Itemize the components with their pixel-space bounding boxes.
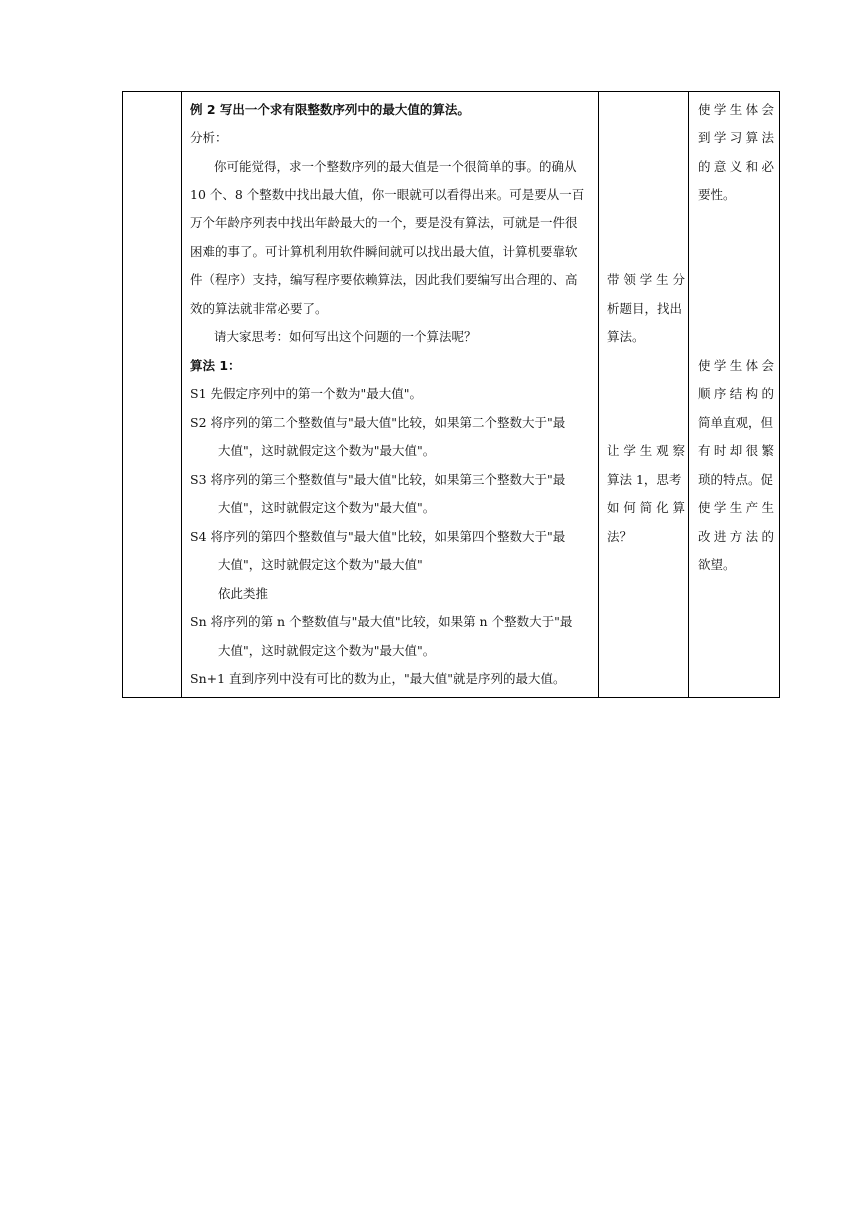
intent-note-line: 使 学 生 体 会 — [698, 358, 774, 373]
question-text: 请大家思考：如何写出这个问题的一个算法呢？ — [214, 329, 477, 344]
teacher-note-line: 法？ — [607, 529, 633, 544]
algorithm-title: 算法 1： — [190, 358, 241, 373]
table-divider — [688, 92, 689, 697]
step-s2: S2 将序列的第二个整数值与"最大值"比较，如果第二个整数大于"最 — [190, 415, 566, 430]
etc-text: 依此类推 — [218, 586, 269, 601]
step-s1: S1 先假定序列中的第一个数为"最大值"。 — [190, 386, 422, 401]
analysis-line: 万个年龄序列表中找出年龄最大的一个，要是没有算法，可就是一件很 — [190, 215, 578, 230]
intent-note-line: 使 学 生 产 生 — [698, 500, 774, 515]
teacher-note-line: 如 何 简 化 算 — [607, 500, 685, 515]
intent-note-line: 简单直观，但 — [698, 415, 774, 430]
step-s3-cont: 大值"，这时就假定这个数为"最大值"。 — [218, 500, 436, 515]
step-sn: Sn 将序列的第 n 个整数值与"最大值"比较，如果第 n 个整数大于"最 — [190, 614, 573, 629]
intent-note-line: 要性。 — [698, 187, 736, 202]
teacher-note-line: 算法。 — [607, 329, 645, 344]
intent-note-line: 使 学 生 体 会 — [698, 102, 774, 117]
intent-note-line: 顺 序 结 构 的 — [698, 386, 774, 401]
table-divider — [598, 92, 599, 697]
intent-note-line: 的 意 义 和 必 — [698, 159, 774, 174]
step-sn1: Sn+1 直到序列中没有可比的数为止，"最大值"就是序列的最大值。 — [190, 671, 566, 686]
teacher-note-line: 析题目，找出 — [607, 301, 683, 316]
intent-note-line: 到 学 习 算 法 — [698, 130, 774, 145]
analysis-line: 你可能觉得，求一个整数序列的最大值是一个很简单的事。的确从 — [214, 159, 577, 174]
teacher-note-line: 算法 1，思考 — [607, 472, 682, 487]
analysis-label: 分析： — [190, 130, 228, 145]
step-sn-cont: 大值"，这时就假定这个数为"最大值"。 — [218, 643, 436, 658]
step-s4-cont: 大值"，这时就假定这个数为"最大值" — [218, 557, 423, 572]
step-s2-cont: 大值"，这时就假定这个数为"最大值"。 — [218, 443, 436, 458]
intent-note-line: 欲望。 — [698, 557, 736, 572]
lesson-table — [122, 91, 780, 698]
intent-note-line: 有 时 却 很 繁 — [698, 443, 774, 458]
analysis-line: 效的算法就非常必要了。 — [190, 301, 328, 316]
intent-note-line: 琐的特点。促 — [698, 472, 774, 487]
step-s4: S4 将序列的第四个整数值与"最大值"比较，如果第四个整数大于"最 — [190, 529, 566, 544]
teacher-note-line: 带 领 学 生 分 — [607, 272, 685, 287]
example-title: 例 2 写出一个求有限整数序列中的最大值的算法。 — [190, 102, 470, 117]
intent-note-line: 改 进 方 法 的 — [698, 529, 774, 544]
analysis-line: 件（程序）支持，编写程序要依赖算法，因此我们要编写出合理的、高 — [190, 272, 578, 287]
step-s3: S3 将序列的第三个整数值与"最大值"比较，如果第三个整数大于"最 — [190, 472, 566, 487]
analysis-line: 困难的事了。可计算机利用软件瞬间就可以找出最大值，计算机要靠软 — [190, 244, 578, 259]
teacher-note-line: 让 学 生 观 察 — [607, 443, 685, 458]
analysis-line: 10 个、8 个整数中找出最大值，你一眼就可以看得出来。可是要从一百 — [190, 187, 585, 202]
table-divider — [181, 92, 182, 697]
